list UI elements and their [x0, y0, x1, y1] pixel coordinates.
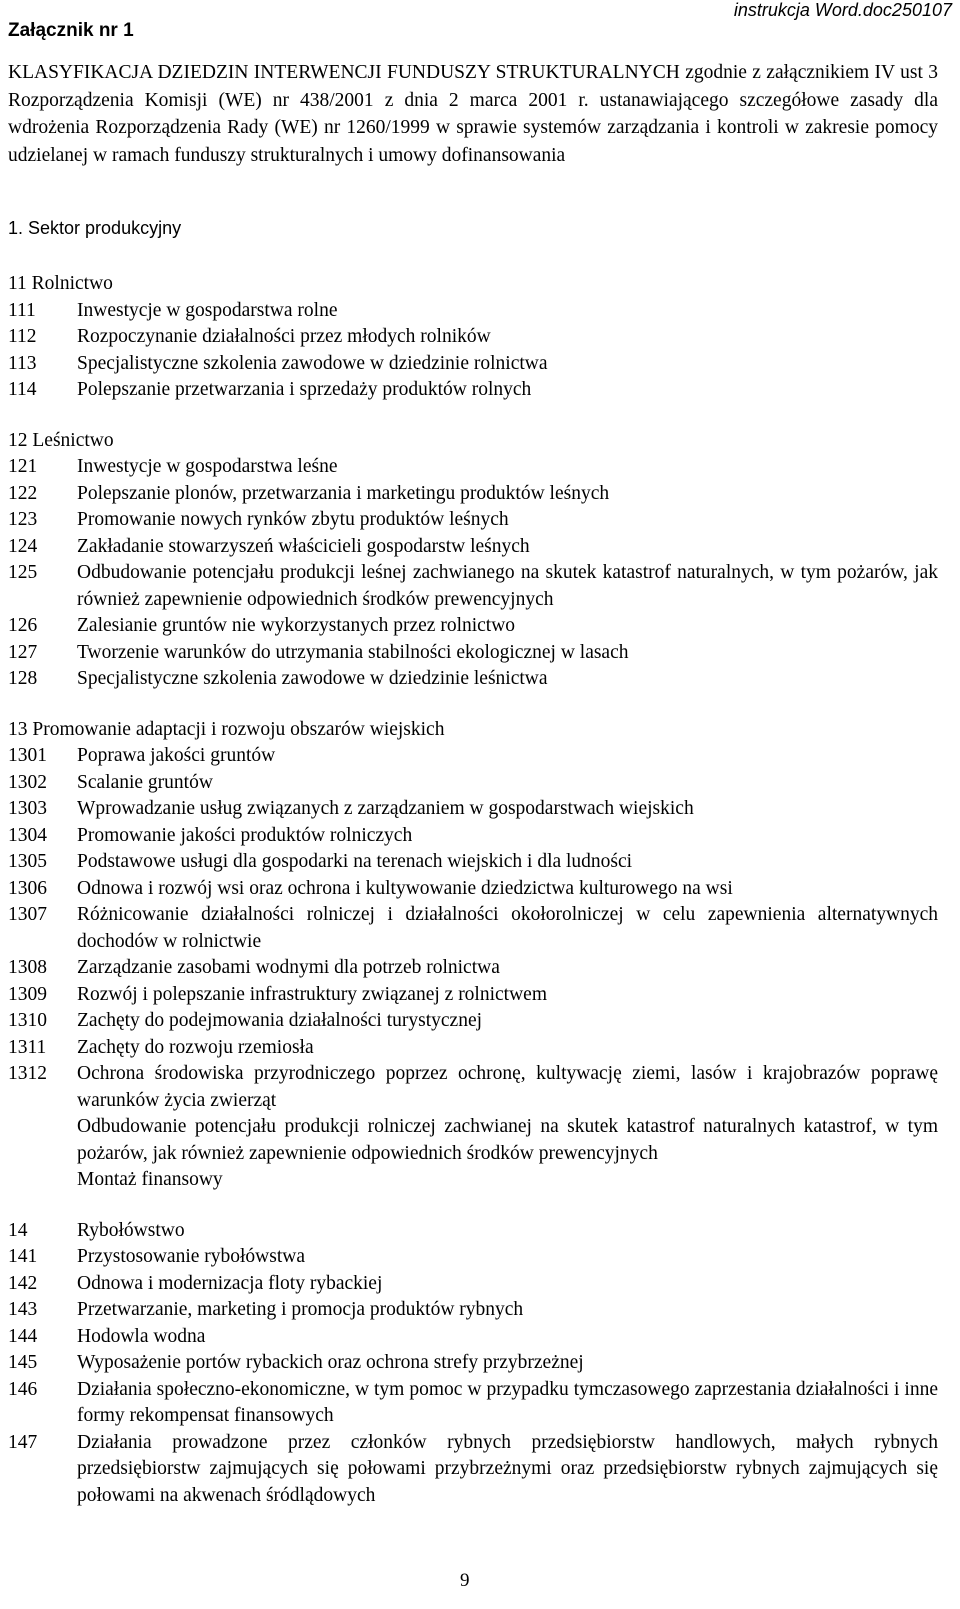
page-number: 9 — [460, 1570, 470, 1591]
item-code: 127 — [8, 641, 38, 663]
section-title: 1. Sektor produkcyjny — [8, 218, 182, 238]
item-code — [8, 1114, 77, 1167]
item-text: Tworzenie warunków do utrzymania stabilności ekologicznej w lasach — [77, 641, 629, 663]
item-text: Wyposażenie portów rybackich oraz ochrona strefy przybrzeżnej — [77, 1352, 584, 1373]
item-text: Zarządzanie zasobami wodnymi dla potrzeb rolnictwa — [77, 957, 500, 978]
category-item — [8, 902, 938, 955]
category-item — [8, 955, 938, 982]
category-item — [8, 1271, 938, 1298]
item-text: Specjalistyczne szkolenia zawodowe w dziedzinie leśnictwa — [77, 668, 548, 689]
item-code: 1312 — [8, 1063, 47, 1084]
category-item — [8, 454, 938, 481]
category-item — [8, 507, 938, 534]
category-item — [8, 324, 938, 351]
item-code: 143 — [8, 1299, 38, 1320]
item-text: Polepszanie plonów, przetwarzania i marketingu produktów leśnych — [77, 482, 610, 504]
item-code: 1303 — [8, 798, 47, 819]
category-item — [8, 1377, 938, 1430]
category-item — [8, 982, 938, 1009]
item-code: 14 — [8, 1219, 28, 1241]
item-text: Inwestycje w gospodarstwa leśne — [77, 456, 338, 477]
item-text: Odbudowanie potencjału produkcji leśnej zachwianego na skutek katastrof naturalnych, w tym pożarów, jak również zapewnienie odpowiednich środków prewencyjnych — [77, 562, 938, 610]
item-code — [8, 1167, 77, 1194]
item-text: Scalanie gruntów — [77, 771, 213, 793]
category-item — [8, 351, 938, 378]
item-text: Zakładanie stowarzyszeń właścicieli gospodarstw leśnych — [77, 535, 530, 557]
item-text: Inwestycje w gospodarstwa rolne — [77, 299, 338, 321]
item-code: 1302 — [8, 771, 47, 793]
category-item — [8, 613, 938, 640]
item-code: 114 — [8, 379, 37, 400]
category-group — [8, 717, 938, 1194]
item-code: 122 — [8, 482, 38, 504]
category-item — [8, 1114, 938, 1167]
category-item — [8, 481, 938, 508]
item-code: 147 — [8, 1431, 38, 1453]
classification-list — [8, 271, 938, 1533]
document-title: KLASYFIKACJA DZIEDZIN INTERWENCJI FUNDUSZY STRUKTURALNYCH zgodnie z załącznikiem IV ust 3 Rozporządzenia Komisji (WE) nr 438/2001 z dnia 2 marca 2001 r. ustanawiającego szczegółowe zasady dla wdrożenia Rozporządzenia Rady (WE) nr 1260/1999 w sprawie systemów zarządzania i kontroli w zakresie pomocy udzielanej w ramach funduszy strukturalnych i umowy dofinansowania — [8, 62, 938, 166]
item-text: Odnowa i rozwój wsi oraz ochrona i kultywowanie dziedzictwa kulturowego na wsi — [77, 877, 733, 899]
item-code: 142 — [8, 1272, 38, 1294]
item-code: 1305 — [8, 851, 47, 872]
item-text: Odnowa i modernizacja floty rybackiej — [77, 1272, 383, 1294]
item-code: 1311 — [8, 1036, 47, 1058]
category-group — [8, 428, 938, 693]
item-code: 111 — [8, 299, 36, 321]
item-text: Ochrona środowiska przyrodniczego poprzez ochronę, kultywację ziemi, lasów i krajobrazów poprawę warunków życia zwierząt — [77, 1063, 938, 1111]
item-text: Zachęty do rozwoju rzemiosła — [77, 1036, 314, 1058]
category-item — [8, 1324, 938, 1351]
item-text: Rozpoczynanie działalności przez młodych rolników — [77, 326, 491, 347]
category-heading: 11 Rolnictwo — [8, 273, 113, 294]
category-item — [8, 560, 938, 613]
category-item — [8, 534, 938, 561]
item-text: Hodowla wodna — [77, 1325, 206, 1347]
item-text: Przetwarzanie, marketing i promocja produktów rybnych — [77, 1299, 524, 1320]
item-code: 1310 — [8, 1010, 47, 1031]
item-text: Specjalistyczne szkolenia zawodowe w dziedzinie rolnictwa — [77, 352, 548, 374]
item-text: Odbudowanie potencjału produkcji rolniczej zachwianej na skutek katastrof naturalnych katastrof, w tym pożarów, jak również zapewnienie odpowiednich środków prewencyjnych — [77, 1116, 938, 1164]
category-heading: 12 Leśnictwo — [8, 429, 114, 451]
item-code: 1308 — [8, 957, 47, 978]
item-text: Działania prowadzone przez członków rybnych przedsiębiorstw handlowych, małych rybnych przedsiębiorstw zajmujących się połowami przybrzeżnymi oraz przedsiębiorstw rybnych zajmujących się połowami na akwenach śródlądowych — [77, 1431, 938, 1506]
category-group — [8, 1218, 938, 1510]
item-text: Różnicowanie działalności rolniczej i działalności okołorolniczej w celu zapewnienia alternatywnych dochodów w rolnictwie — [77, 904, 938, 952]
category-heading: 13 Promowanie adaptacji i rozwoju obszarów wiejskich — [8, 718, 445, 740]
item-code: 126 — [8, 615, 38, 636]
item-code: 121 — [8, 456, 38, 477]
item-code: 1304 — [8, 824, 47, 846]
item-text: Przystosowanie rybołówstwa — [77, 1246, 306, 1267]
item-code: 128 — [8, 668, 38, 689]
category-item — [8, 1008, 938, 1035]
category-item — [8, 1218, 938, 1245]
category-item — [8, 796, 938, 823]
category-group — [8, 271, 938, 404]
category-item — [8, 1167, 938, 1194]
item-code: 1301 — [8, 745, 47, 766]
item-code: 113 — [8, 352, 37, 374]
file-name-label: instrukcja Word.doc250107 — [733, 0, 952, 20]
item-text: Promowanie nowych rynków zbytu produktów leśnych — [77, 509, 509, 530]
item-code: 1309 — [8, 983, 47, 1005]
item-code: 124 — [8, 535, 38, 557]
item-text: Podstawowe usługi dla gospodarki na terenach wiejskich i dla ludności — [77, 851, 633, 872]
item-code: 146 — [8, 1378, 38, 1400]
item-code: 1307 — [8, 904, 47, 925]
item-text: Zachęty do podejmowania działalności turystycznej — [77, 1010, 483, 1031]
item-text: Wprowadzanie usług związanych z zarządzaniem w gospodarstwach wiejskich — [77, 798, 694, 819]
item-text: Poprawa jakości gruntów — [77, 745, 276, 766]
item-text: Montaż finansowy — [77, 1169, 223, 1190]
item-code: 123 — [8, 509, 38, 530]
category-item — [8, 1350, 938, 1377]
category-item — [8, 377, 938, 404]
item-text: Polepszanie przetwarzania i sprzedaży produktów rolnych — [77, 379, 532, 400]
category-item — [8, 849, 938, 876]
category-item — [8, 666, 938, 693]
item-text: Promowanie jakości produktów rolniczych — [77, 824, 413, 846]
item-text: Rozwój i polepszanie infrastruktury związanej z rolnictwem — [77, 983, 547, 1005]
item-code: 112 — [8, 326, 37, 347]
item-code: 1306 — [8, 877, 47, 899]
item-code: 145 — [8, 1352, 38, 1373]
item-text: Rybołówstwo — [77, 1219, 185, 1241]
category-item — [8, 743, 938, 770]
category-item — [8, 770, 938, 797]
category-item — [8, 876, 938, 903]
category-item — [8, 1297, 938, 1324]
item-text: Działania społeczno-ekonomiczne, w tym pomoc w przypadku tymczasowego zaprzestania działalności i inne formy rekompensat finansowych — [77, 1378, 938, 1426]
attachment-label: Załącznik nr 1 — [8, 20, 134, 41]
category-item — [8, 1035, 938, 1062]
category-item — [8, 823, 938, 850]
category-item — [8, 1430, 938, 1510]
item-text: Zalesianie gruntów nie wykorzystanych przez rolnictwo — [77, 615, 516, 636]
category-item — [8, 298, 938, 325]
item-code: 144 — [8, 1325, 38, 1347]
category-item — [8, 640, 938, 667]
item-code: 125 — [8, 562, 38, 583]
category-item — [8, 1244, 938, 1271]
item-code: 141 — [8, 1246, 38, 1267]
category-item — [8, 1061, 938, 1114]
